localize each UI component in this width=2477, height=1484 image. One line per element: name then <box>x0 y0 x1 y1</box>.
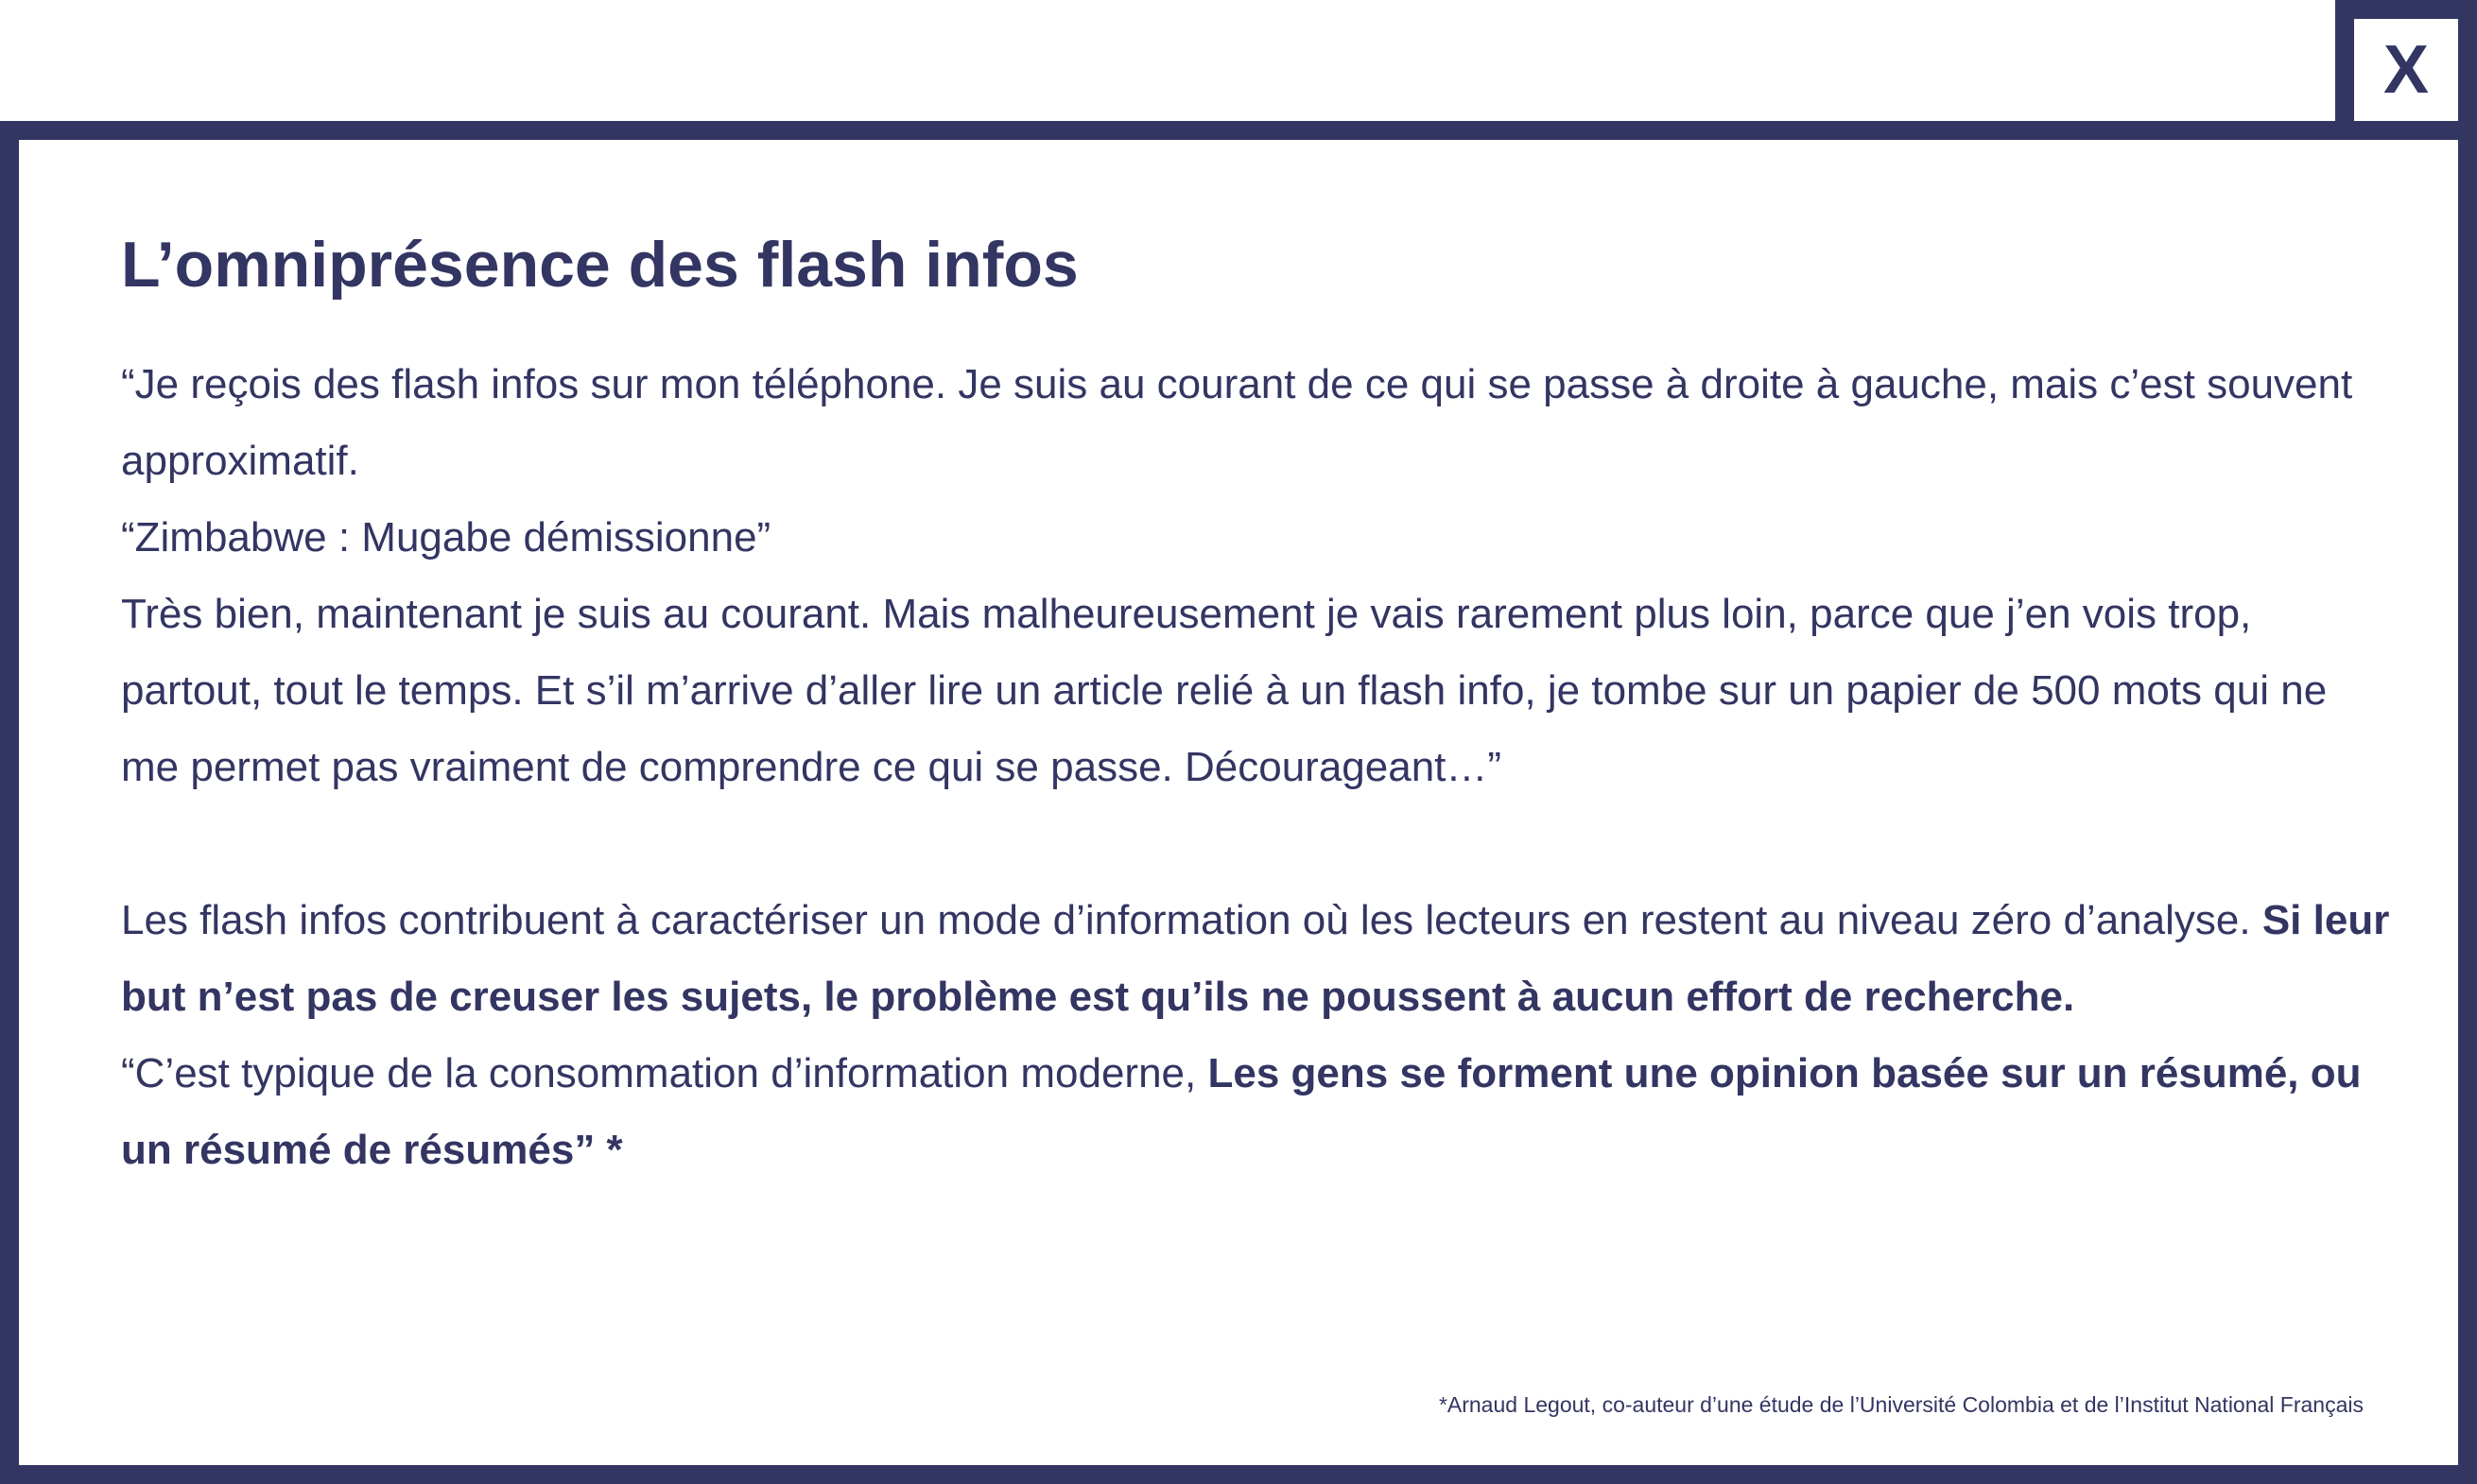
close-button[interactable] <box>2354 19 2458 121</box>
analysis-text: Les flash infos contribuent à caractériser un mode d’information où les lecteurs en restent au niveau zéro d’analyse. <box>121 897 2262 943</box>
paragraph-spacer <box>121 805 2390 882</box>
quote-intro: “Je reçois des flash infos sur mon téléphone. Je suis au courant de ce qui se passe à droite à gauche, mais c’est souvent approximatif. <box>121 361 2353 484</box>
close-icon: X <box>2382 32 2430 108</box>
expert-quote <box>121 1035 2390 1188</box>
quote-continuation: Très bien, maintenant je suis au courant. Mais malheureusement je vais rarement plus loin, parce que j’en vois trop, partout, tout le temps. Et s’il m’arrive d’aller lire un article relié à un flash info, je tombe sur un papier de 500 mots qui ne me permet pas vraiment de comprendre ce qui se passe. Décourageant…” <box>121 591 2328 790</box>
footnote: *Arnaud Legout, co-auteur d’une étude de l’Université Colombia et de l’Institut National Français <box>1438 1392 2364 1417</box>
page-title: L’omniprésence des flash infos <box>121 229 1079 301</box>
quote-headline: “Zimbabwe : Mugabe démissionne” <box>121 514 771 561</box>
modal-content <box>121 227 2390 1188</box>
article-modal <box>0 121 2477 1484</box>
analysis-paragraph <box>121 882 2390 1035</box>
article-body <box>121 346 2390 1188</box>
expert-quote-text: “C’est typique de la consommation d’information moderne, <box>121 1050 1208 1096</box>
analysis-emphasis: Si leur but n’est pas de creuser les sujets, le problème est qu’ils ne poussent à aucun effort de recherche. <box>121 897 2390 1020</box>
expert-quote-emphasis: Les gens se forment une opinion basée sur un résumé, ou un résumé de résumés” * <box>121 1050 2362 1173</box>
